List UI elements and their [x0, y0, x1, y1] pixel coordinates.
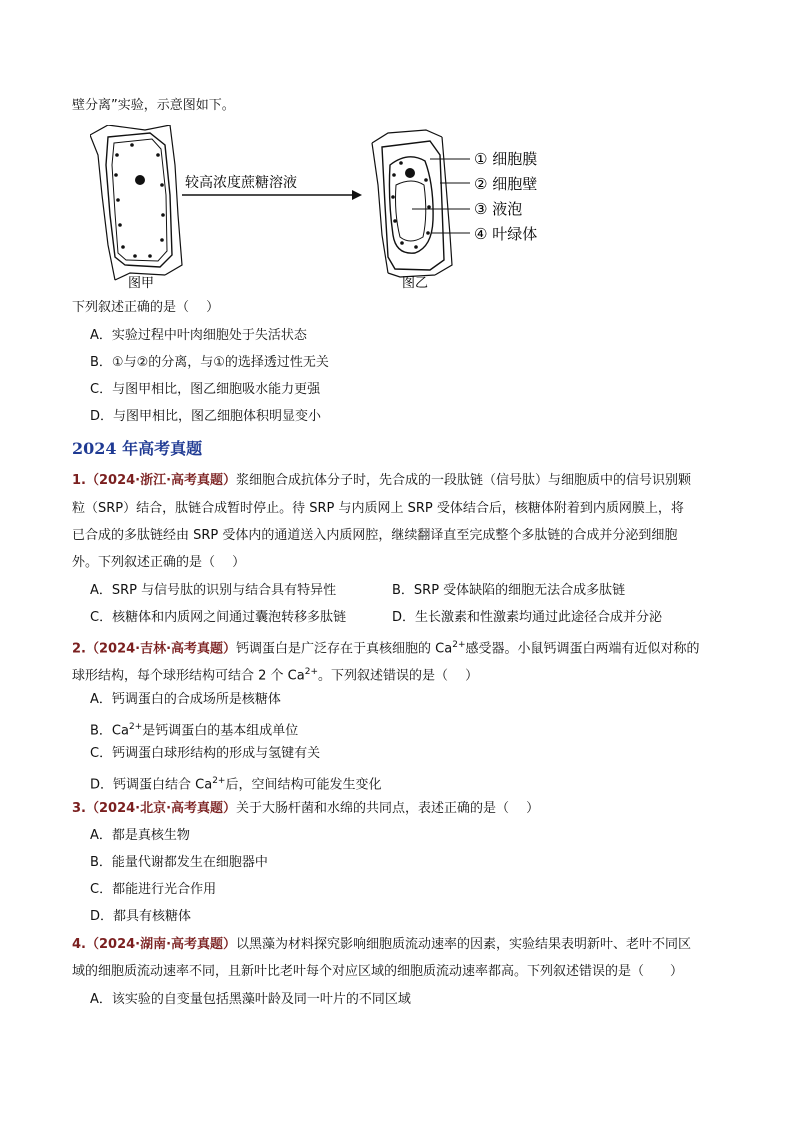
q2-option-d-a: D．钙调蛋白结合 Ca — [90, 777, 213, 793]
question-2-line-2 — [72, 662, 478, 686]
q2-text-1b: 感受器。小鼠钙调蛋白两端有近似对称的 — [465, 641, 700, 657]
q3-option-d: D．都具有核糖体 — [90, 909, 192, 924]
q2-text-2a: 球形结构，每个球形结构可结合 2 个 Ca — [72, 668, 305, 684]
label-cell-membrane: ① 细胞膜 — [474, 150, 538, 168]
q1-option-a: A．SRP 与信号肽的识别与结合具有特异性 — [90, 583, 337, 598]
q1-text-1: 浆细胞合成抗体分子时，先合成的一段肽链（信号肽）与细胞质中的信号识别颗 — [236, 473, 692, 488]
q0-option-d: D．与图甲相比，图乙细胞体积明显变小 — [90, 409, 322, 424]
question-3-line-1 — [72, 799, 539, 819]
q2-sup-2: 2+ — [304, 667, 318, 677]
q0-option-c: C．与图甲相比，图乙细胞吸水能力更强 — [90, 382, 321, 397]
q2-sup-b: 2+ — [128, 722, 143, 732]
label-chloroplast: ④ 叶绿体 — [474, 225, 538, 243]
q2-sup-d: 2+ — [212, 776, 226, 786]
label-cell-wall: ② 细胞壁 — [474, 175, 538, 193]
caption-right: 图乙 — [402, 276, 429, 291]
question-1-line-2: 粒（SRP）结合，肽链合成暂时停止。待 SRP 与内质网上 SRP 受体结合后，核糖体附着到内质网膜上，将 — [72, 501, 684, 516]
q3-number: 3. — [72, 801, 86, 816]
plasmolysis-figure — [90, 125, 570, 295]
cell-diagram-left — [90, 125, 182, 280]
q2-sup-1: 2+ — [452, 640, 466, 650]
q3-source: （2024·北京·高考真题） — [85, 801, 237, 816]
arrow-label: 较高浓度蔗糖溶液 — [185, 175, 297, 191]
q2-source: （2024·吉林·高考真题） — [85, 641, 237, 657]
q1-option-c: C．核糖体和内质网之间通过囊泡转移多肽链 — [90, 610, 347, 625]
q4-text-1: 以黑藻为材料探究影响细胞质流动速率的因素，实验结果表明新叶、老叶不同区 — [236, 937, 692, 952]
q3-option-b: B．能量代谢都发生在细胞器中 — [90, 855, 268, 870]
q2-option-b-b: 是钙调蛋白的基本组成单位 — [142, 723, 299, 739]
section-title: 2024 年高考真题 — [72, 439, 203, 458]
q2-option-a: A．钙调蛋白的合成场所是核糖体 — [90, 692, 281, 707]
q4-option-a: A．该实验的自变量包括黑藻叶龄及同一叶片的不同区域 — [90, 992, 411, 1007]
q2-text-1a: 钙调蛋白是广泛存在于真核细胞的 Ca — [236, 641, 453, 657]
q1-source: （2024·浙江·高考真题） — [85, 473, 237, 488]
question-2-line-1 — [72, 635, 700, 659]
intro-text: 壁分离”实验，示意图如下。 — [72, 98, 235, 113]
question-0-stem: 下列叙述正确的是（ ） — [72, 300, 220, 315]
question-1-line-1 — [72, 471, 691, 491]
q2-option-b-a: B．Ca — [90, 723, 129, 739]
q4-source: （2024·湖南·高考真题） — [85, 937, 237, 952]
q2-text-2b: 。下列叙述错误的是（ ） — [318, 668, 479, 684]
q4-number: 4. — [72, 937, 86, 952]
q2-number: 2. — [72, 641, 86, 657]
q2-option-d — [90, 771, 381, 795]
q3-stem: 关于大肠杆菌和水绵的共同点，表述正确的是（ ） — [236, 801, 540, 816]
q1-number: 1. — [72, 473, 86, 488]
question-1-line-4: 外。下列叙述正确的是（ ） — [72, 555, 246, 570]
cell-diagram-right — [372, 130, 452, 277]
label-vacuole: ③ 液泡 — [474, 200, 523, 218]
q2-option-c: C．钙调蛋白球形结构的形成与氢键有关 — [90, 746, 321, 761]
q0-option-a: A．实验过程中叶肉细胞处于失活状态 — [90, 328, 307, 343]
question-4-line-2: 域的细胞质流动速率不同，且新叶比老叶每个对应区域的细胞质流动速率都高。下列叙述错误的是（ ） — [72, 964, 684, 979]
q1-option-d: D．生长激素和性激素均通过此途径合成并分泌 — [392, 610, 663, 625]
q3-option-a: A．都是真核生物 — [90, 828, 190, 843]
q2-option-d-b: 后，空间结构可能发生变化 — [225, 777, 382, 793]
q2-option-b — [90, 717, 298, 741]
caption-left: 图甲 — [128, 276, 155, 291]
q1-option-b: B．SRP 受体缺陷的细胞无法合成多肽链 — [392, 583, 626, 598]
q3-option-c: C．都能进行光合作用 — [90, 882, 217, 897]
q0-option-b: B．①与②的分离，与①的选择透过性无关 — [90, 355, 329, 370]
question-4-line-1 — [72, 935, 691, 955]
arrow-head — [352, 190, 362, 200]
question-1-line-3: 已合成的多肽链经由 SRP 受体内的通道送入内质网腔，继续翻译直至完成整个多肽链的合成并分泌到细胞 — [72, 528, 678, 543]
